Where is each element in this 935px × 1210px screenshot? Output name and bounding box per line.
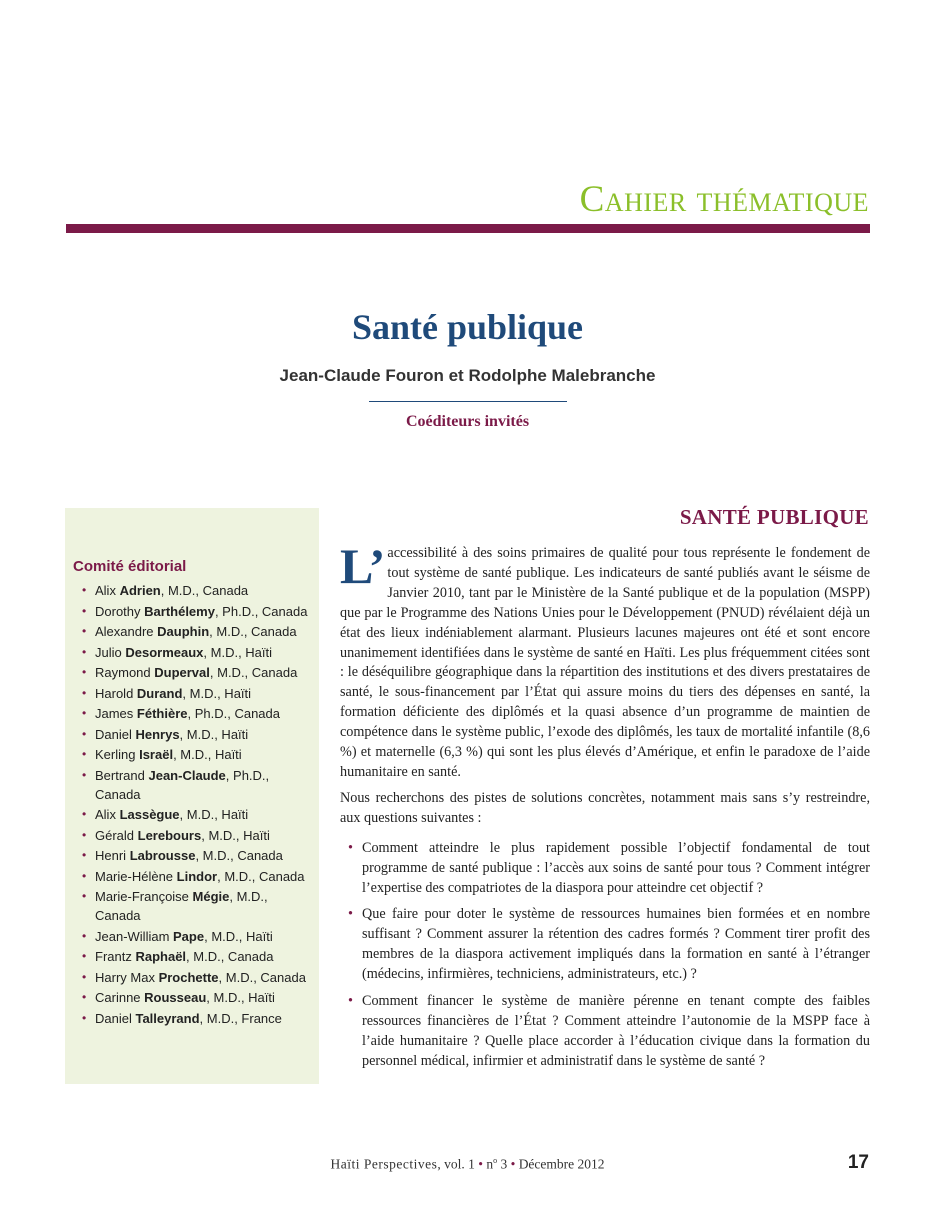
- member-credentials: , M.D., Canada: [209, 665, 298, 680]
- issue-number: 3: [497, 1156, 511, 1172]
- member-first-name: Alix: [95, 807, 120, 822]
- separator: •: [478, 1156, 483, 1172]
- question-item: [340, 992, 870, 1072]
- bullet: •: [82, 868, 87, 883]
- bullet: •: [82, 928, 87, 943]
- member-first-name: Marie-Françoise: [95, 889, 193, 904]
- member-credentials: , M.D., Haïti: [204, 928, 273, 944]
- bullet: •: [82, 665, 87, 679]
- bullet: •: [82, 807, 87, 821]
- member-last-name: Desormeaux: [125, 644, 204, 660]
- title-divider: [369, 401, 567, 402]
- member-list: [73, 581, 313, 1029]
- bullet: •: [82, 767, 87, 782]
- question-text: Comment financer le système de manière pérenne en tenant compte des faibles ressources financières de l’État ? Comment atteindre l’autonomie de la MSPP face à l’aide humanitaire ? Quelle place accorder à l’éducation civique dans la formation du personnel médical, infirmier et administratif dans le système de santé ?: [362, 993, 870, 1069]
- member-last-name: Raphaël: [135, 949, 187, 964]
- member-credentials: , M.D., Canada: [195, 848, 283, 863]
- list-item: [73, 887, 313, 925]
- bullet: •: [82, 706, 87, 720]
- member-last-name: Adrien: [119, 583, 161, 598]
- member-credentials: , M.D., Haïti: [179, 807, 249, 822]
- member-credentials: , Ph.D., Canada: [187, 706, 280, 721]
- member-last-name: Jean-Claude: [148, 767, 226, 783]
- list-item: [73, 947, 313, 966]
- list-item: [73, 826, 313, 845]
- separator: •: [510, 1156, 516, 1172]
- list-item: [73, 704, 313, 723]
- number-prefix: n: [482, 1156, 494, 1172]
- bullet: •: [82, 747, 87, 761]
- list-item: [73, 581, 313, 600]
- member-first-name: Alexandre: [95, 624, 158, 639]
- member-last-name: Dauphin: [157, 624, 210, 639]
- bullet: •: [82, 1010, 87, 1025]
- member-first-name: Jean-William: [95, 928, 174, 944]
- article-heading: SANTÉ PUBLIQUE: [679, 505, 869, 529]
- member-first-name: Julio: [95, 644, 126, 660]
- number-sup: o: [493, 1156, 498, 1165]
- list-item: [73, 867, 313, 886]
- member-last-name: Henrys: [135, 726, 180, 742]
- question-list: [340, 839, 870, 1072]
- member-first-name: Henri: [95, 848, 130, 863]
- question-item: [340, 839, 870, 899]
- member-last-name: Prochette: [158, 969, 219, 985]
- paragraph-2: Nous recherchons des pistes de solutions concrètes, notamment mais sans s’y restreindre, aux questions suivantes :: [340, 789, 870, 826]
- member-last-name: Duperval: [154, 665, 210, 680]
- member-credentials: , M.D., Haïti: [201, 827, 270, 843]
- page-title: Santé publique: [351, 307, 584, 347]
- member-credentials: , M.D., Haïti: [179, 726, 249, 742]
- question-item: [340, 905, 870, 985]
- bullet: •: [82, 603, 87, 618]
- member-credentials: , M.D., Canada: [95, 889, 268, 923]
- member-credentials: , M.D., France: [199, 1010, 282, 1026]
- header-rule: [66, 224, 870, 233]
- bullet: •: [82, 726, 87, 741]
- member-credentials: , Ph.D., Canada: [95, 767, 270, 802]
- bullet: •: [348, 906, 353, 923]
- article-body: [340, 538, 870, 1079]
- bullet: •: [82, 583, 87, 597]
- member-credentials: , M.D., Canada: [186, 949, 274, 964]
- member-first-name: Alix: [95, 583, 120, 598]
- list-item: [73, 988, 313, 1007]
- member-first-name: Marie-Hélène: [95, 868, 177, 884]
- member-last-name: Mégie: [192, 889, 230, 904]
- bullet: •: [348, 993, 353, 1010]
- member-first-name: Harry Max: [95, 969, 159, 985]
- bullet: •: [82, 848, 87, 862]
- editorial-committee-sidebar: [65, 508, 319, 1084]
- member-last-name: Pape: [173, 928, 205, 944]
- question-text: Que faire pour doter le système de ressources humaines bien formées et en nombre suffisant ? Comment assurer la rétention des cadres formés ? Comment tirer profit des membres de la diaspora activement impliqués dans la formation en santé à l’étranger (médecins, infirmières, techniciens, administrateurs, etc.) ?: [362, 906, 870, 983]
- list-item: [73, 663, 313, 682]
- member-last-name: Durand: [136, 685, 183, 701]
- member-first-name: Dorothy: [95, 603, 145, 619]
- member-credentials: , M.D., Haïti: [203, 644, 273, 660]
- list-item: [73, 805, 313, 824]
- member-last-name: Labrousse: [129, 848, 196, 863]
- paragraph-1-text: accessibilité à des soins primaires de qualité pour tous représente le fondement de tout système de santé publique. Les indicateurs de santé publiés avant le séisme de Janvier 2010, tant par le Ministère de la Santé publique et de la population (MSPP) que par le Programme des Nations Unies pour le Développement (PNUD) révélaient déjà un état des lieux indéniablement alarmant. Plusieurs lacunes majeures ont été et sont encore unanimement identifiées dans le système de santé en Haïti. Les plus fréquemment citées sont : le déséquilibre géographique dans la répartition des institutions et des divers prestataires de santé, le sous-financement par l’État qui assure moins du tiers des dépenses en santé, la formation déficiente des diplômés et la quasi absence d’un programme de maintien de compétence dans le système public, l’exode des diplômés, les taux de mortalité infantile (8,6 %) et maternelle (6,3 %) qui sont les plus élevés d’Amérique, et enfin le paradoxe de l’aide humanitaire en santé.: [340, 545, 870, 780]
- member-first-name: Bertrand: [95, 767, 149, 783]
- member-last-name: Israël: [139, 747, 174, 762]
- member-last-name: Lerebours: [137, 827, 202, 843]
- bullet: •: [82, 949, 87, 963]
- sidebar-heading: Comité éditorial: [73, 558, 187, 575]
- journal-name: Haïti Perspectives: [330, 1156, 438, 1172]
- bullet: •: [82, 644, 87, 659]
- list-item: [73, 725, 313, 744]
- list-item: [73, 643, 313, 662]
- paragraph-1: [340, 538, 870, 783]
- footer: [0, 1156, 935, 1173]
- bullet: •: [82, 990, 87, 1004]
- member-first-name: Gérald: [95, 827, 138, 843]
- member-last-name: Lindor: [176, 868, 218, 884]
- bullet: •: [82, 827, 87, 842]
- member-first-name: Daniel: [95, 726, 136, 742]
- member-credentials: , M.D., Haïti: [206, 990, 275, 1005]
- bullet: •: [82, 889, 87, 903]
- section-title: Cahier thématique: [579, 179, 869, 220]
- member-credentials: , M.D., Canada: [209, 624, 297, 639]
- member-credentials: , Ph.D., Canada: [214, 603, 308, 619]
- bullet: •: [82, 969, 87, 984]
- bullet: •: [348, 839, 353, 856]
- list-item: [73, 622, 313, 641]
- member-credentials: , M.D., Haïti: [182, 685, 252, 701]
- member-first-name: James: [95, 706, 137, 721]
- member-first-name: Raymond: [95, 665, 155, 680]
- member-first-name: Carinne: [95, 990, 145, 1005]
- guest-editors: Jean-Claude Fouron et Rodolphe Malebranche: [279, 366, 656, 385]
- volume: , vol. 1: [437, 1156, 479, 1172]
- list-item: [73, 1009, 313, 1028]
- list-item: [73, 684, 313, 703]
- issue-date: Décembre 2012: [515, 1156, 605, 1172]
- coeditors-label: Coéditeurs invités: [405, 413, 530, 430]
- list-item: [73, 602, 313, 621]
- member-last-name: Talleyrand: [135, 1010, 200, 1026]
- list-item: [73, 846, 313, 865]
- member-credentials: , M.D., Canada: [217, 868, 305, 884]
- member-credentials: , M.D., Canada: [160, 583, 249, 598]
- member-last-name: Barthélemy: [144, 603, 215, 619]
- member-first-name: Daniel: [95, 1010, 136, 1026]
- list-item: [73, 766, 313, 804]
- member-last-name: Féthière: [136, 706, 188, 721]
- bullet: •: [82, 624, 87, 638]
- member-first-name: Harold: [95, 685, 137, 701]
- list-item: [73, 968, 313, 987]
- dropcap: L’: [340, 538, 386, 594]
- page-number: 17: [847, 1152, 869, 1173]
- member-first-name: Frantz: [95, 949, 136, 964]
- member-last-name: Lassègue: [119, 807, 180, 822]
- member-credentials: , M.D., Haïti: [173, 747, 242, 762]
- member-credentials: , M.D., Canada: [218, 969, 306, 985]
- member-last-name: Rousseau: [144, 990, 207, 1005]
- member-first-name: Kerling: [95, 747, 140, 762]
- list-item: [73, 745, 313, 764]
- question-text: Comment atteindre le plus rapidement possible l’objectif fondamental de tout programme de santé publique : l’accès aux soins de santé pour tous ? Comment intégrer l’expertise des compatriotes de la diaspora pour atteindre cet objectif ?: [362, 839, 870, 896]
- list-item: [73, 927, 313, 946]
- bullet: •: [82, 685, 87, 700]
